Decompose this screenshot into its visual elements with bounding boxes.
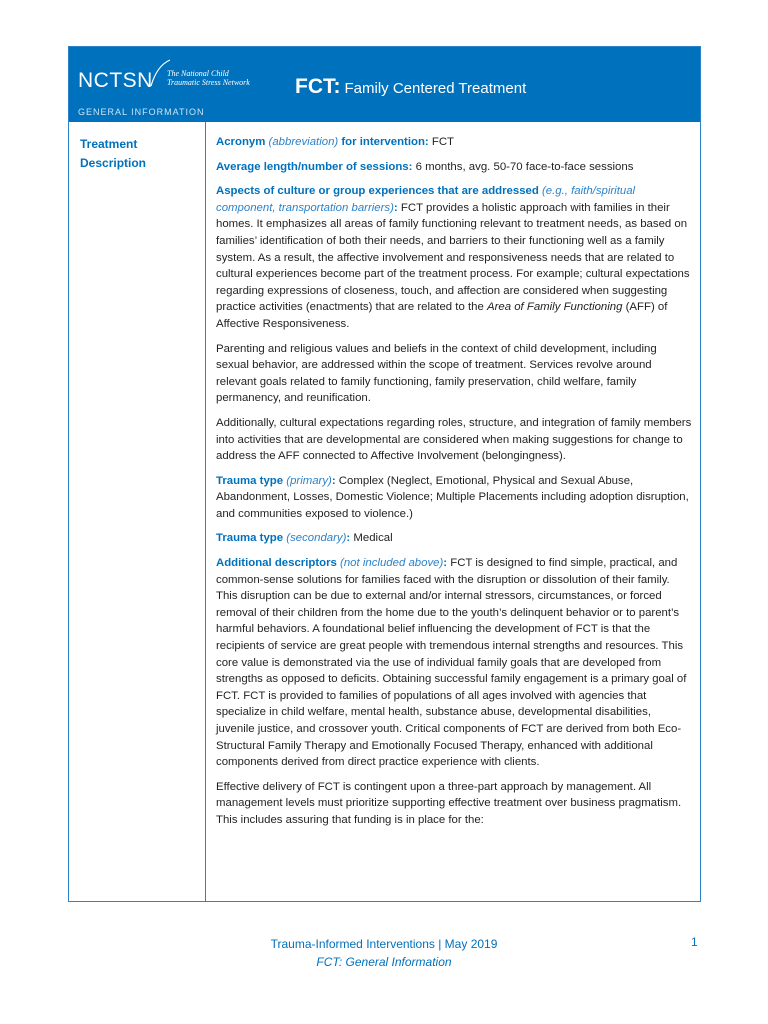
additional-descriptors-paragraph: Additional descriptors (not included above): FCT is designed to find simple, practical, and common-sense solutions for families faced with the disruption or dissolution of their family. This disruption can be due to external and/or internal stressors, circumstances, or forced removal of their children from the home due to the youth’s delinquent behavior or to parent’s harmful behaviors. A foundational belief influencing the development of FCT is that the recipients of service are great people with tremendous internal strengths and resources. This core value is demonstrated via the use of individual family goals that are developed from strengths as opposed to deficits. Obtaining successful family engagement is a primary goal of FCT. FCT is provided to families of populations of all ages involved with agencies that specialize in child welfare, mental health, substance abuse, developmental disabilities, juvenile justice, and crossover youth. Critical components of FCT are derived from both Eco-Structural Family Therapy and Emotionally Focused Therapy, enhanced with additional components derived from direct practice experience with clients. — [216, 557, 687, 769]
footer-line-1: Trauma-Informed Interventions | May 2019 — [270, 937, 498, 951]
delivery-paragraph: Effective delivery of FCT is contingent upon a three-part approach by management. All management levels must prioritize supporting effective treatment over business pragmatism. This includes assuring that funding is in place for the: — [216, 780, 682, 826]
culture-paragraph: Aspects of culture or group experiences that are addressed (e.g., faith/spiritual component, transportation barriers): FCT provides a holistic approach with families in their homes. It emphasizes all areas of family functioning relevant to treatment needs, as based on families’ identification of both their needs, and barriers to their functioning well as a family system. As a result, the affective involvement and responsiveness needs that are related to cultural experiences become part of the treatment process. For example; cultural expectations regarding expressions of closeness, touch, and affection are considered when suggesting practice activities (enactments) that are related to the Area of Family Functioning (AFF) of Affective Responsiveness. — [216, 185, 690, 330]
trauma-primary-row: Trauma type (primary): Complex (Neglect, Emotional, Physical and Sexual Abuse, Abandonment, Losses, Domestic Violence; Multiple Placements including adoption disruption, and communities exposed to violence.) — [216, 474, 689, 520]
trauma-secondary-row: Trauma type (secondary): Medical — [216, 532, 393, 545]
treatment-description-heading: Treatment Description — [80, 137, 147, 170]
title-full: Family Centered Treatment — [344, 80, 527, 97]
session-length-row: Average length/number of sessions: 6 months, avg. 50-70 face-to-face sessions — [216, 160, 634, 173]
footer-line-2: FCT: General Information — [316, 955, 452, 969]
document-frame — [68, 46, 701, 902]
header-banner — [69, 47, 700, 122]
content-column — [216, 134, 692, 837]
section-label: GENERAL INFORMATION — [78, 107, 205, 117]
title-abbreviation: FCT: — [295, 75, 341, 98]
logo-subtitle: The National Child Traumatic Stress Network — [167, 69, 250, 87]
page-footer — [0, 935, 768, 971]
page-title — [295, 75, 526, 99]
page-number: 1 — [691, 935, 698, 949]
column-divider — [205, 122, 206, 902]
parenting-paragraph: Parenting and religious values and beliefs in the context of child development, including sexual behavior, are addressed within the scope of treatment. Services revolve around relevant goals related to family functioning, family preservation, child welfare, family permanency, and reunification. — [216, 342, 657, 405]
acronym-row: Acronym (abbreviation) for intervention: FCT — [216, 136, 455, 148]
nctsn-logo: NCTSN — [78, 69, 153, 92]
roles-paragraph: Additionally, cultural expectations regarding roles, structure, and integration of family members into activities that are developmental are considered when making suggestions for change to address the AFF connected to Affective Involvement (belongingness). — [216, 416, 692, 463]
